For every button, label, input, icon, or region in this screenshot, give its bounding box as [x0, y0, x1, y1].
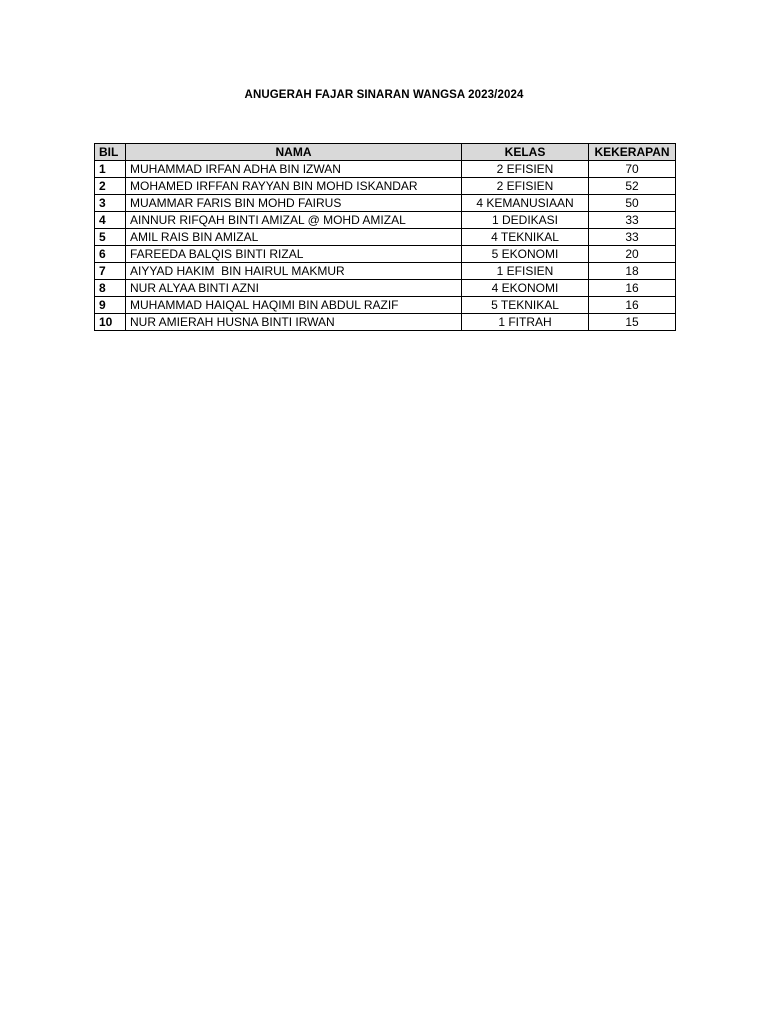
cell-bil: 7 [95, 263, 126, 280]
cell-kekerapan: 33 [589, 212, 676, 229]
cell-bil: 5 [95, 229, 126, 246]
table-row [95, 212, 676, 229]
cell-bil: 8 [95, 280, 126, 297]
cell-bil: 6 [95, 246, 126, 263]
table-row [95, 280, 676, 297]
table-row [95, 246, 676, 263]
cell-kekerapan: 20 [589, 246, 676, 263]
cell-nama: MOHAMED IRFFAN RAYYAN BIN MOHD ISKANDAR [126, 178, 462, 195]
cell-bil: 2 [95, 178, 126, 195]
cell-kelas: 1 FITRAH [462, 314, 589, 331]
cell-kekerapan: 16 [589, 297, 676, 314]
table-row [95, 178, 676, 195]
table-row [95, 161, 676, 178]
cell-kekerapan: 16 [589, 280, 676, 297]
header-nama: NAMA [126, 144, 462, 161]
cell-nama: NUR AMIERAH HUSNA BINTI IRWAN [126, 314, 462, 331]
header-kekerapan: KEKERAPAN [589, 144, 676, 161]
cell-nama: FAREEDA BALQIS BINTI RIZAL [126, 246, 462, 263]
cell-nama: AMIL RAIS BIN AMIZAL [126, 229, 462, 246]
table-row [95, 195, 676, 212]
cell-nama: MUHAMMAD IRFAN ADHA BIN IZWAN [126, 161, 462, 178]
cell-bil: 1 [95, 161, 126, 178]
table-row [95, 263, 676, 280]
table-row [95, 229, 676, 246]
cell-kekerapan: 52 [589, 178, 676, 195]
cell-kelas: 1 EFISIEN [462, 263, 589, 280]
cell-nama: MUAMMAR FARIS BIN MOHD FAIRUS [126, 195, 462, 212]
cell-nama: AIYYAD HAKIM BIN HAIRUL MAKMUR [126, 263, 462, 280]
cell-kekerapan: 70 [589, 161, 676, 178]
cell-nama: NUR ALYAA BINTI AZNI [126, 280, 462, 297]
table-row [95, 297, 676, 314]
cell-kelas: 2 EFISIEN [462, 178, 589, 195]
table-row [95, 314, 676, 331]
cell-kelas: 4 EKONOMI [462, 280, 589, 297]
cell-kelas: 5 EKONOMI [462, 246, 589, 263]
cell-bil: 3 [95, 195, 126, 212]
cell-bil: 4 [95, 212, 126, 229]
cell-kekerapan: 15 [589, 314, 676, 331]
table-header-row [95, 144, 676, 161]
cell-kekerapan: 33 [589, 229, 676, 246]
cell-kelas: 2 EFISIEN [462, 161, 589, 178]
cell-nama: AINNUR RIFQAH BINTI AMIZAL @ MOHD AMIZAL [126, 212, 462, 229]
cell-kekerapan: 18 [589, 263, 676, 280]
header-kelas: KELAS [462, 144, 589, 161]
header-bil: BIL [95, 144, 126, 161]
cell-kekerapan: 50 [589, 195, 676, 212]
cell-kelas: 4 KEMANUSIAAN [462, 195, 589, 212]
cell-bil: 9 [95, 297, 126, 314]
cell-kelas: 1 DEDIKASI [462, 212, 589, 229]
award-table [94, 143, 676, 331]
cell-kelas: 4 TEKNIKAL [462, 229, 589, 246]
document-title: ANUGERAH FAJAR SINARAN WANGSA 2023/2024 [244, 89, 524, 101]
cell-kelas: 5 TEKNIKAL [462, 297, 589, 314]
cell-nama: MUHAMMAD HAIQAL HAQIMI BIN ABDUL RAZIF [126, 297, 462, 314]
cell-bil: 10 [95, 314, 126, 331]
